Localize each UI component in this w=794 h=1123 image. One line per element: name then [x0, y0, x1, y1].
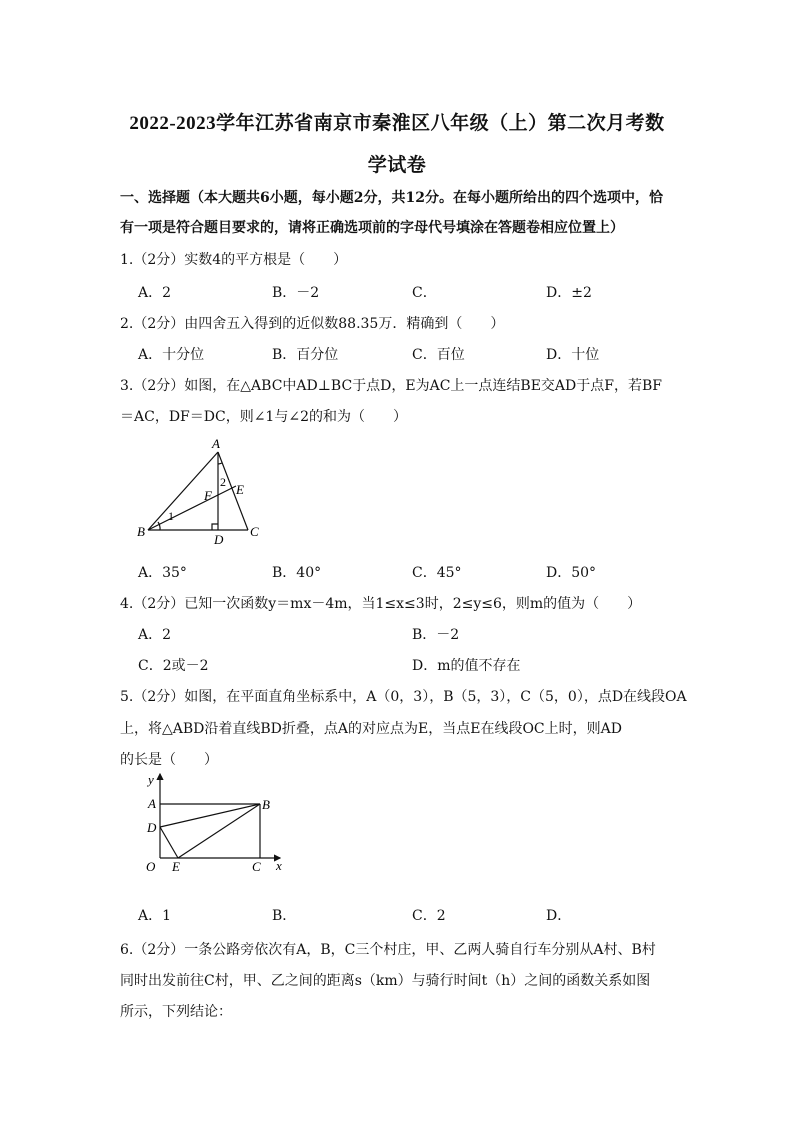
q3-option-b[interactable]: B．40° [272, 565, 322, 581]
exam-title-line2: 学试卷 [367, 155, 427, 176]
angle1-arc [158, 522, 160, 530]
q2-option-d[interactable]: D．十位 [546, 347, 600, 363]
label-o: O [146, 859, 156, 874]
section-heading-line1: 一、选择题（本大题共6小题，每小题2分，共12分。在每小题所给出的四个选项中，恰 [120, 190, 663, 206]
label-a: A [148, 796, 156, 811]
question-2-stem: 2.（2分）由四舍五入得到的近似数88.35万．精确到（ ） [120, 316, 505, 332]
label-b: B [262, 797, 270, 812]
label-c: C [252, 859, 261, 874]
q1-option-d[interactable]: D．±2 [546, 285, 592, 301]
segment-eb [178, 804, 260, 858]
label-e: E [236, 482, 244, 497]
q1-option-a[interactable]: A．2 [138, 285, 172, 301]
q2-option-c[interactable]: C．百位 [412, 347, 465, 363]
q3-option-c[interactable]: C．45° [412, 565, 462, 581]
q4-option-b[interactable]: B．－2 [412, 627, 460, 643]
label-e: E [172, 859, 180, 874]
q5-option-a[interactable]: A．1 [138, 908, 172, 924]
q2-option-a[interactable]: A．十分位 [138, 347, 205, 363]
question-3-stem-line2: ＝AC，DF＝DC，则∠1与∠2的和为（ ） [120, 409, 407, 425]
label-b: B [137, 524, 145, 539]
label-a: A [212, 436, 220, 451]
q1-option-c[interactable]: C． [412, 285, 437, 301]
q5-option-c[interactable]: C．2 [412, 908, 446, 924]
section-heading-line2: 有一项是符合题目要求的，请将正确选项前的字母代号填涂在答题卷相应位置上） [120, 220, 624, 236]
question-5-stem-line2: 上，将△ABD沿着直线BD折叠，点A的对应点为E，当点E在线段OC上时，则AD [120, 721, 622, 737]
segment-db [160, 804, 260, 827]
triangle-figure [132, 436, 272, 548]
question-3-stem-line1: 3.（2分）如图，在△ABC中AD⊥BC于点D，E为AC上一点连结BE交AD于点F，若BF [120, 378, 662, 394]
coordinate-figure [140, 770, 290, 880]
label-f: F [204, 488, 212, 503]
question-5-stem-line1: 5.（2分）如图，在平面直角坐标系中，A（0，3），B（5，3），C（5，0），点D在线段OA [120, 689, 687, 705]
question-1-stem: 1.（2分）实数4的平方根是（ ） [120, 252, 348, 268]
q3-option-a[interactable]: A．35° [138, 565, 187, 581]
label-angle-1: 1 [168, 509, 174, 523]
label-x: x [276, 858, 282, 873]
right-angle-mark [212, 524, 218, 530]
segment-be [148, 486, 236, 530]
question-6-stem-line1: 6.（2分）一条公路旁依次有A，B，C三个村庄，甲、乙两人骑自行车分别从A村、B村 [120, 942, 656, 958]
question-4-stem: 4.（2分）已知一次函数y＝mx－4m，当1≤x≤3时，2≤y≤6，则m的值为（ ） [120, 596, 642, 612]
q1-option-b[interactable]: B．－2 [272, 285, 320, 301]
q5-option-d[interactable]: D． [546, 908, 572, 924]
q3-option-d[interactable]: D．50° [546, 565, 597, 581]
label-angle-2: 2 [220, 475, 226, 489]
label-d: D [214, 532, 224, 547]
q4-option-c[interactable]: C．2或－2 [138, 658, 209, 674]
angle2-arc [218, 463, 222, 464]
exam-title-line1: 2022-2023学年江苏省南京市秦淮区八年级（上）第二次月考数 [129, 113, 665, 134]
question-6-stem-line3: 所示，下列结论： [120, 1004, 232, 1020]
label-y: y [148, 772, 154, 787]
question-6-stem-line2: 同时出发前往C村，甲、乙之间的距离s（km）与骑行时间t（h）之间的函数关系如图 [120, 973, 651, 989]
q2-option-b[interactable]: B．百分位 [272, 347, 339, 363]
q4-option-d[interactable]: D．m的值不存在 [412, 658, 521, 674]
q4-option-a[interactable]: A．2 [138, 627, 172, 643]
segment-de [160, 827, 178, 858]
question-5-stem-line3: 的长是（ ） [120, 752, 218, 768]
label-d: D [147, 820, 157, 835]
q5-option-b[interactable]: B． [272, 908, 297, 924]
label-c: C [250, 524, 259, 539]
